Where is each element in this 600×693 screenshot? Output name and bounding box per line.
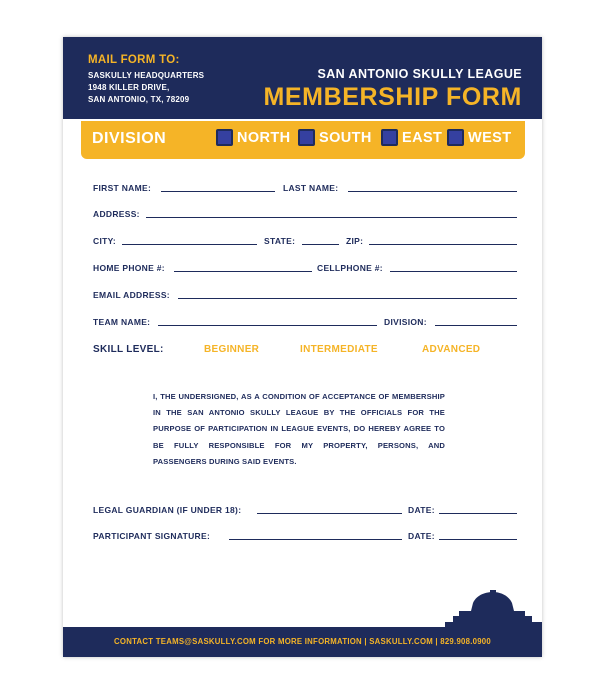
email-label: EMAIL ADDRESS: [93, 290, 170, 300]
zip-label: ZIP: [346, 236, 364, 246]
guardian-date-input[interactable] [439, 513, 517, 514]
first-name-label: FIRST NAME: [93, 183, 152, 193]
membership-form-sheet [63, 37, 542, 657]
footer-contact-text: CONTACT TEAMS@SASKULLY.COM FOR MORE INFORMATION | SASKULLY.COM | 829.908.0900 [114, 637, 491, 646]
address-line-1: SASKULLY HEADQUARTERS [88, 71, 205, 80]
guardian-label: LEGAL GUARDIAN (IF UNDER 18): [93, 505, 242, 515]
division-bar [81, 121, 525, 159]
west-label: WEST [468, 129, 512, 146]
skill-level-label: SKILL LEVEL: [93, 344, 164, 355]
division-label: DIVISION [92, 130, 167, 147]
team-division-label: DIVISION: [384, 317, 427, 327]
waiver-statement: I, THE UNDERSIGNED, AS A CONDITION OF ACCEPTANCE OF MEMBERSHIP IN THE SAN ANTONIO SKULLY LEAGUE BY THE OFFICIALS FOR THE PURPOSE OF PARTICIPATION IN LEAGUE EVENTS, DO HEREBY AGREE TO BE FULLY RESPONSIBLE FOR MY PROPERTY, PERSONS, AND PASSENGERS DURING SAID EVENTS. [153, 392, 445, 466]
north-label: NORTH [237, 129, 291, 146]
state-label: STATE: [264, 236, 296, 246]
first-name-input[interactable] [161, 191, 275, 192]
zip-input[interactable] [369, 244, 517, 245]
division-option-south[interactable] [298, 129, 372, 146]
guardian-signature-input[interactable] [257, 513, 402, 514]
address-line-2: 1948 KILLER DRIVE, [88, 83, 170, 92]
skill-option-advanced[interactable]: ADVANCED [422, 344, 481, 355]
team-name-input[interactable] [158, 325, 377, 326]
guardian-date-label: DATE: [408, 505, 435, 515]
mail-form-label: MAIL FORM TO: [88, 54, 180, 66]
team-name-label: TEAM NAME: [93, 317, 151, 327]
skill-option-intermediate[interactable]: INTERMEDIATE [300, 344, 378, 355]
home-phone-input[interactable] [174, 271, 312, 272]
address-line-3: SAN ANTONIO, TX, 78209 [88, 95, 190, 104]
last-name-label: LAST NAME: [283, 183, 339, 193]
state-input[interactable] [302, 244, 339, 245]
participant-signature-input[interactable] [229, 539, 402, 540]
alamo-silhouette-icon [445, 590, 542, 628]
division-option-north[interactable] [216, 129, 291, 146]
last-name-input[interactable] [348, 191, 517, 192]
division-option-east[interactable] [381, 129, 442, 146]
address-label: ADDRESS: [93, 209, 140, 219]
team-division-input[interactable] [435, 325, 517, 326]
north-checkbox[interactable] [216, 129, 233, 146]
form-footer [63, 627, 542, 657]
home-phone-label: HOME PHONE #: [93, 263, 165, 273]
address-input[interactable] [146, 217, 517, 218]
skill-option-beginner[interactable]: BEGINNER [204, 344, 260, 355]
participant-date-input[interactable] [439, 539, 517, 540]
form-header [63, 37, 542, 119]
city-input[interactable] [122, 244, 257, 245]
cellphone-label: CELLPHONE #: [317, 263, 383, 273]
participant-date-label: DATE: [408, 531, 435, 541]
league-name: SAN ANTONIO SKULLY LEAGUE [317, 67, 522, 81]
east-checkbox[interactable] [381, 129, 398, 146]
south-label: SOUTH [319, 129, 372, 146]
division-option-west[interactable] [447, 129, 512, 146]
west-checkbox[interactable] [447, 129, 464, 146]
east-label: EAST [402, 129, 443, 146]
city-label: CITY: [93, 236, 117, 246]
south-checkbox[interactable] [298, 129, 315, 146]
email-input[interactable] [178, 298, 517, 299]
form-title: MEMBERSHIP FORM [263, 83, 522, 111]
participant-signature-label: PARTICIPANT SIGNATURE: [93, 531, 211, 541]
cellphone-input[interactable] [390, 271, 517, 272]
